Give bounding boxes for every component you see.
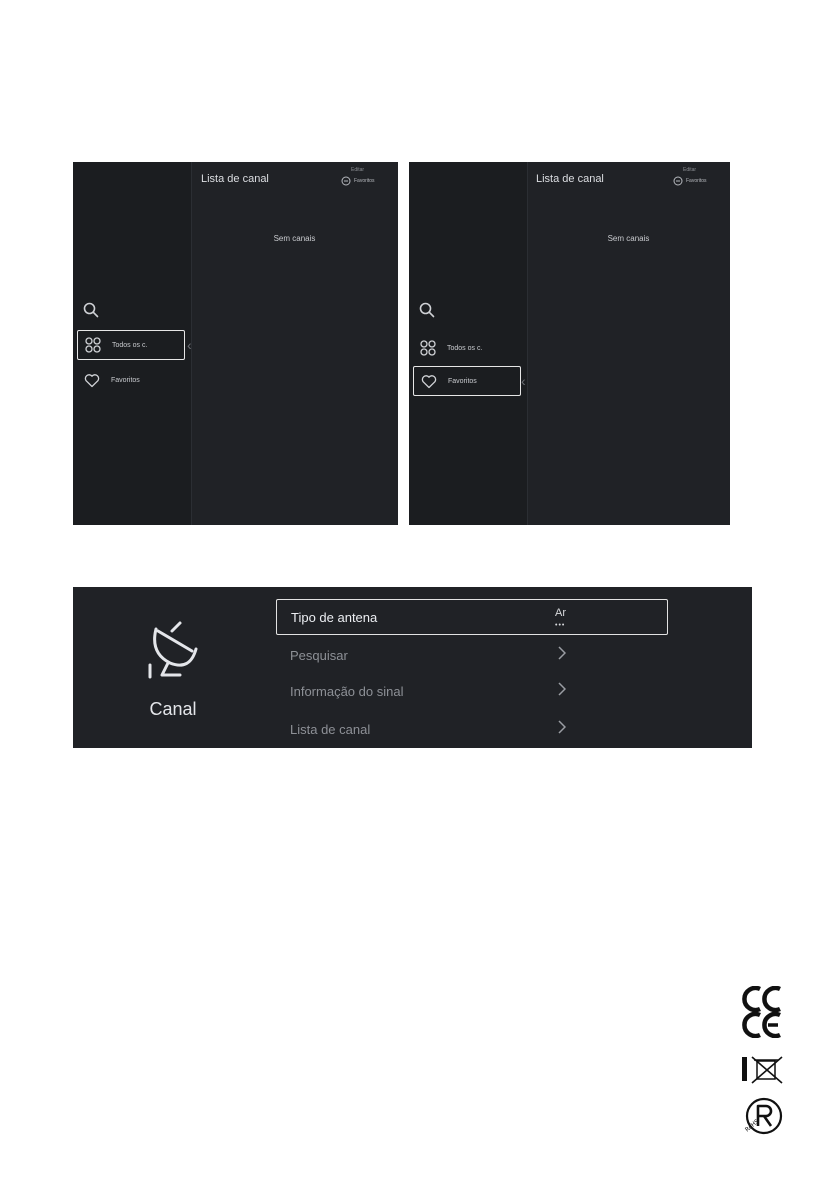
options-hint [673, 167, 723, 191]
chevron-right-icon [558, 646, 566, 665]
chevron-right-icon [558, 682, 566, 701]
favorites-hint-label: Favoritos [354, 178, 375, 184]
favorites-hint-label: Favoritos [686, 178, 707, 184]
satellite-dish-icon [146, 619, 198, 684]
menu-item-search[interactable] [276, 637, 668, 673]
menu-item-signal-info[interactable] [276, 673, 668, 709]
sidebar-item-label: Todos os c. [112, 341, 148, 349]
sidebar-item-favorites[interactable] [413, 366, 521, 396]
rohs-icon [740, 1096, 786, 1141]
channel-list-screen-all [73, 162, 398, 525]
collapse-arrow-icon: ‹ [187, 337, 192, 353]
collapse-arrow-icon: ‹ [521, 373, 526, 389]
options-hint [341, 167, 391, 191]
grid-icon [84, 336, 102, 354]
screen-title: Lista de canal [536, 173, 604, 185]
grid-icon [419, 339, 437, 357]
option-button-icon [341, 176, 351, 186]
search-icon[interactable] [83, 302, 99, 323]
sidebar-item-label: Favoritos [448, 377, 477, 385]
screen-title: Lista de canal [201, 173, 269, 185]
channel-list-screen-favorites [409, 162, 730, 525]
option-dots-indicator: ••• [555, 622, 566, 629]
heart-icon [420, 372, 438, 390]
menu-item-channel-list[interactable] [276, 711, 668, 747]
sidebar-item-all-channels[interactable] [77, 330, 185, 360]
edit-hint-label: Editar [683, 167, 697, 173]
menu-item-label: Pesquisar [290, 647, 348, 663]
svg-text:RoHS: RoHS [743, 1118, 761, 1134]
menu-category-title: Canal [149, 699, 197, 719]
menu-category-panel [73, 587, 273, 748]
option-button-icon [673, 176, 683, 186]
menu-item-antenna-type[interactable] [276, 599, 668, 635]
menu-item-label: Lista de canal [290, 721, 371, 737]
empty-list-message: Sem canais [607, 234, 650, 243]
channel-list-sidebar [409, 162, 528, 525]
edit-hint-label: Editar [351, 167, 365, 173]
menu-item-value: Ar [555, 607, 566, 619]
sidebar-item-favorites[interactable] [77, 365, 185, 395]
channel-settings-menu [73, 587, 752, 748]
sidebar-item-all-channels[interactable] [413, 333, 521, 363]
chevron-right-icon [558, 720, 566, 739]
sidebar-item-label: Todos os c. [447, 344, 483, 352]
heart-icon [83, 371, 101, 389]
sidebar-item-label: Favoritos [111, 376, 140, 384]
ce-mark-icon [740, 986, 786, 1043]
search-icon[interactable] [419, 302, 435, 323]
channel-list-sidebar [73, 162, 192, 525]
empty-list-message: Sem canais [273, 234, 316, 243]
menu-item-label: Informação do sinal [290, 683, 404, 699]
weee-bin-icon [740, 1055, 786, 1090]
menu-item-label: Tipo de antena [291, 609, 378, 625]
